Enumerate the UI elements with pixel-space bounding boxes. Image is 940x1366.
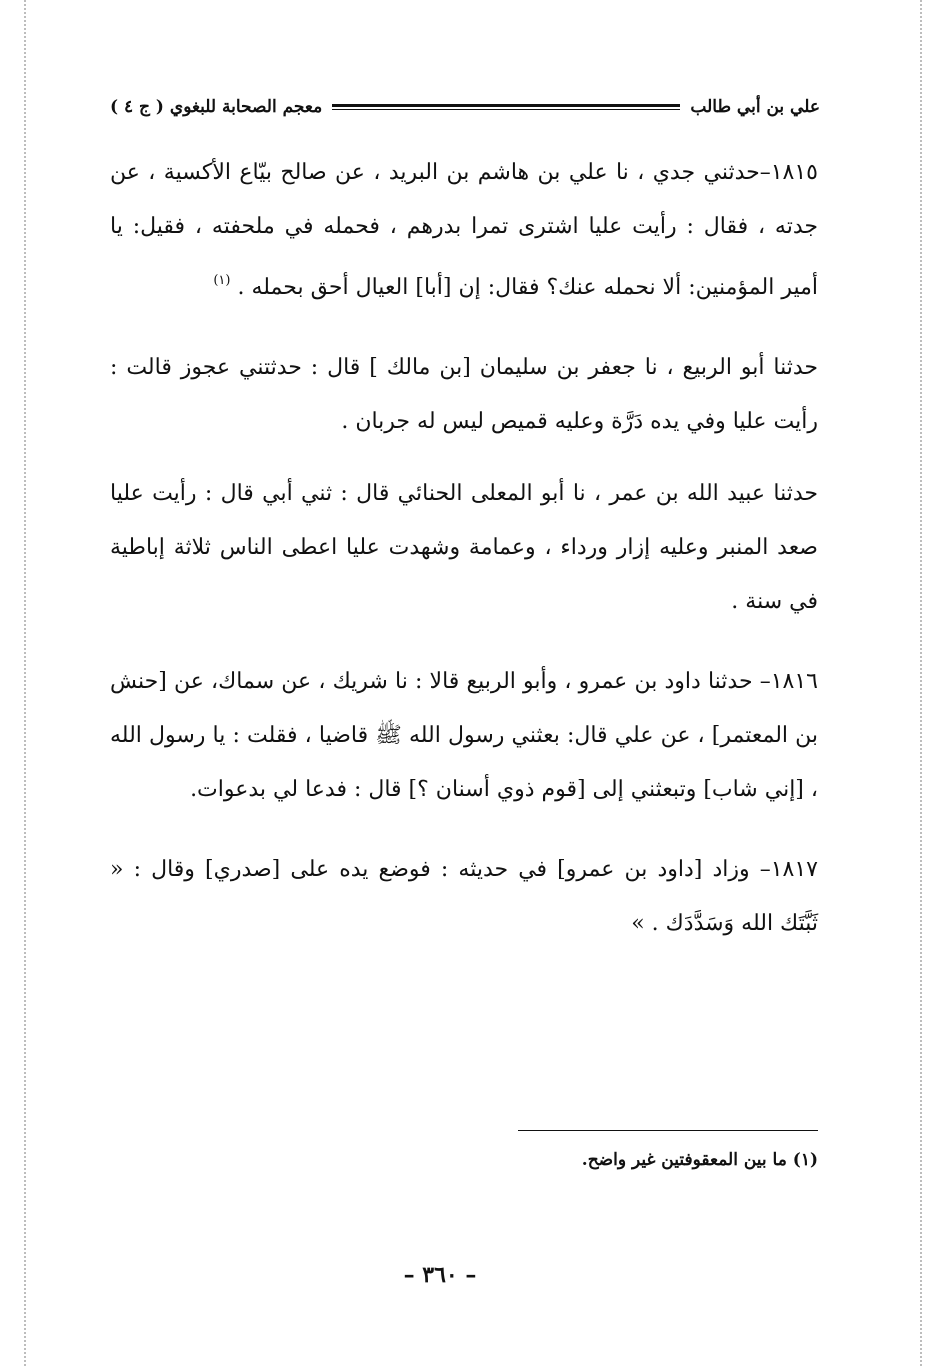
header-rule [332, 104, 680, 110]
footnote-marker: (١) [213, 273, 231, 288]
paragraph-ubaydullah: حدثنا عبيد الله بن عمر ، نا أبو المعلى الحنائي قال : ثني أبي قال : رأيت عليا صعد المنبر وعليه إزار ورداء ، وعمامة وشهدت عليا اعطى الناس ثلاثة إباطية في سنة . [110, 481, 818, 614]
page-number: – ٣٦٠ – [403, 1262, 477, 1288]
scan-edge-right [920, 0, 922, 1366]
footnote: (١) ما بين المعقوفتين غير واضح. [581, 1150, 818, 1170]
main-text [110, 146, 818, 977]
paragraph-abu-al-rabi: حدثنا أبو الربيع ، نا جعفر بن سليمان [بن مالك ] قال : حدثتني عجوز قالت : رأيت عليا وفي يده دَرَّة وعليه قميص ليس له جربان . [110, 355, 818, 434]
paragraph-1817: ١٨١٧– وزاد [داود بن عمرو] في حديثه : فوضع يده على [صدري] وقال : « ثَبَّتَك الله وَسَدَّدَك . » [110, 857, 818, 936]
header-chapter: علي بن أبي طالب [690, 97, 820, 117]
paragraph-1816: ١٨١٦– حدثنا داود بن عمرو ، وأبو الربيع قالا : نا شريك ، عن سماك، عن [حنش بن المعتمر] ، عن علي قال: بعثني رسول الله ﷺ قاضيا ، فقلت : يا رسول الله ، [إني شاب] وتبعثني إلى [قوم ذوي أسنان ؟] قال : فدعا لي بدعوات. [110, 669, 818, 802]
header-book-title: معجم الصحابة للبغوي ( ج ٤ ) [110, 97, 323, 117]
paragraph-1815: ١٨١٥–حدثني جدي ، نا علي بن هاشم بن البريد ، عن صالح بيّاع الأكسية ، عن جدته ، فقال : رأيت عليا اشترى تمرا بدرهم ، فحمله في ملحفته ، فقيل: يا أمير المؤمنين: ألا نحمله عنك؟ فقال: إن [أبا] العيال أحق بحمله . $^{(١)}$ [110, 160, 818, 300]
footnote-separator [518, 1130, 818, 1131]
running-header [110, 90, 820, 124]
scan-edge-left [24, 0, 26, 1366]
